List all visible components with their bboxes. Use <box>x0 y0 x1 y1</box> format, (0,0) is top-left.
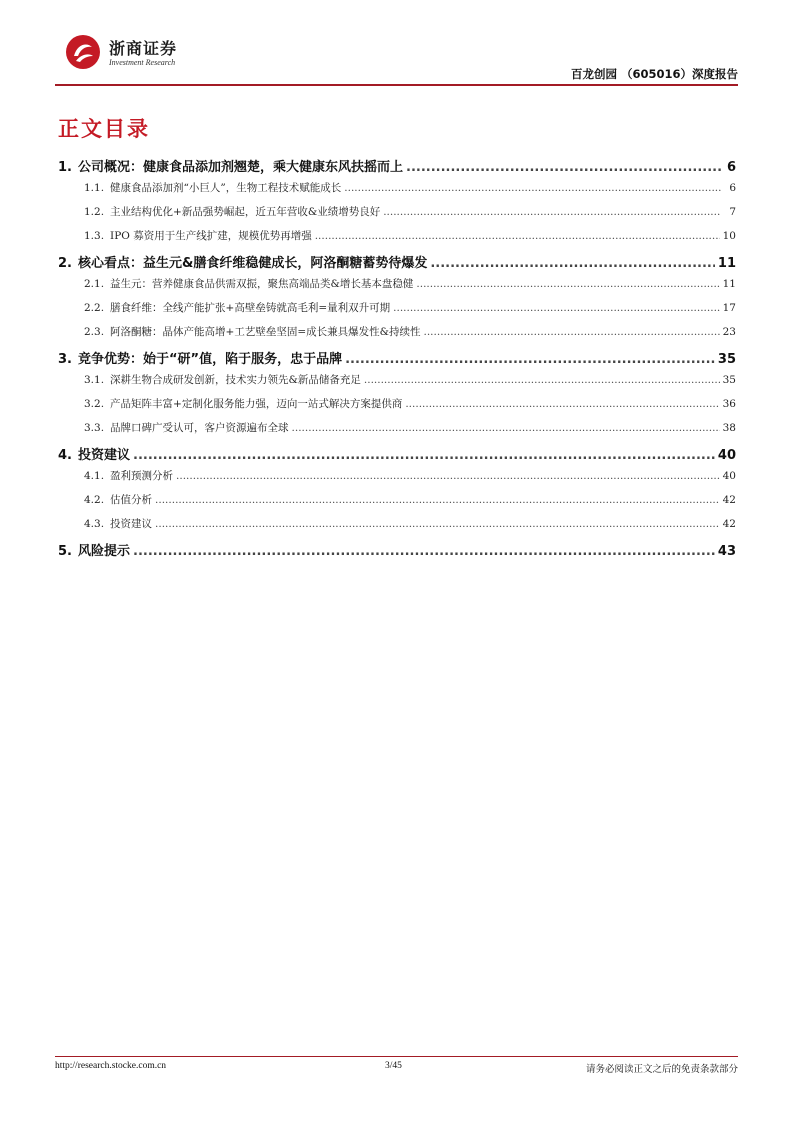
toc-entry-page: 36 <box>722 398 736 410</box>
toc-entry-number: 3.1. <box>84 374 105 386</box>
toc-leader <box>416 278 719 290</box>
toc-entry[interactable] <box>58 420 736 444</box>
toc-entry[interactable] <box>58 252 736 276</box>
zheshang-logo-icon <box>65 34 101 70</box>
toc-leader <box>344 182 721 194</box>
toc-entry-page: 7 <box>729 206 736 218</box>
toc-entry-number: 1. <box>58 160 72 175</box>
toc-entry-number: 1.3. <box>84 230 105 242</box>
toc-heading: 正文目录 <box>58 116 150 141</box>
toc-entry-text: 竞争优势：始于“研”值，陷于服务，忠于品牌 <box>77 352 343 367</box>
toc-entry-text: 盈利预测分析 <box>110 470 174 482</box>
toc-entry-text: 阿洛酮糖：晶体产能高增+工艺壁垒坚固=成长兼具爆发性&持续性 <box>110 326 421 338</box>
toc-entry-page: 17 <box>722 302 736 314</box>
toc-entry-page: 40 <box>722 470 736 482</box>
toc-entry-text: IPO 募资用于生产线扩建，规模优势再增强 <box>110 230 312 242</box>
toc-entry-number: 4.3. <box>84 518 105 530</box>
toc-entry-number: 4.1. <box>84 470 105 482</box>
toc-leader <box>133 544 715 559</box>
toc-entry-page: 23 <box>722 326 736 338</box>
toc-entry[interactable] <box>58 276 736 300</box>
footer-url-link[interactable]: http://research.stocke.com.cn <box>55 1061 167 1071</box>
toc-entry-text: 健康食品添加剂“小巨人”，生物工程技术赋能成长 <box>110 182 342 194</box>
toc-entry-page: 11 <box>722 278 736 290</box>
toc-entry[interactable] <box>58 396 736 420</box>
toc-entry-number: 3.3. <box>84 422 105 434</box>
toc-leader <box>176 470 720 482</box>
toc-leader <box>405 398 719 410</box>
toc-leader <box>424 326 720 338</box>
toc-entry[interactable] <box>58 348 736 372</box>
toc-leader <box>345 352 715 367</box>
logo-text-en: Investment Research <box>109 58 176 67</box>
toc-entry-number: 5. <box>58 544 72 559</box>
page-number: 3/45 <box>385 1061 402 1071</box>
toc-entry-number: 2.2. <box>84 302 105 314</box>
toc-entry[interactable] <box>58 324 736 348</box>
header-divider <box>55 84 738 86</box>
toc-entry[interactable] <box>58 180 736 204</box>
toc-entry-number: 1.2. <box>84 206 105 218</box>
toc-entry[interactable] <box>58 228 736 252</box>
toc-entry[interactable] <box>58 540 736 564</box>
toc-entry-text: 深耕生物合成研发创新，技术实力领先&新品储备充足 <box>110 374 361 386</box>
toc-entry-page: 10 <box>722 230 736 242</box>
toc-entry-text: 投资建议 <box>110 518 153 530</box>
toc-entry-text: 估值分析 <box>110 494 153 506</box>
toc-entry-text: 投资建议 <box>77 448 130 463</box>
toc-entry-text: 主业结构优化+新品强势崛起，近五年营收&业绩增势良好 <box>110 206 381 218</box>
toc-leader <box>155 518 720 530</box>
toc-leader <box>406 160 721 175</box>
toc-entry-page: 42 <box>722 494 736 506</box>
toc-entry-page: 43 <box>717 544 736 559</box>
toc-entry-text: 公司概况：健康食品添加剂翘楚，乘大健康东风扶摇而上 <box>77 160 403 175</box>
toc-entry[interactable] <box>58 492 736 516</box>
toc-leader <box>133 448 715 463</box>
footer-disclaimer: 请务必阅读正文之后的免责条款部分 <box>585 1064 738 1075</box>
toc-entry[interactable] <box>58 204 736 228</box>
toc-entry-number: 4. <box>58 448 72 463</box>
report-title: 百龙创园 （605016）深度报告 <box>570 67 738 81</box>
toc-entry-text: 品牌口碑广受认可，客户资源遍布全球 <box>110 422 289 434</box>
toc-entry-page: 42 <box>722 518 736 530</box>
toc-entry-text: 风险提示 <box>77 544 130 559</box>
toc-entry-page: 6 <box>726 160 736 175</box>
toc-entry-page: 6 <box>729 182 736 194</box>
toc-leader <box>364 374 720 386</box>
toc-entry-page: 35 <box>722 374 736 386</box>
toc-leader <box>292 422 720 434</box>
logo-text-cn: 浙商证券 <box>109 39 178 58</box>
footer-divider <box>55 1056 738 1057</box>
toc-entry-page: 40 <box>717 448 736 463</box>
toc-entry-number: 2. <box>58 256 72 271</box>
page-header <box>55 34 738 84</box>
toc-entry[interactable] <box>58 468 736 492</box>
toc-entry[interactable] <box>58 300 736 324</box>
toc-entry-page: 35 <box>717 352 736 367</box>
toc-entry-number: 3. <box>58 352 72 367</box>
toc-entry-number: 3.2. <box>84 398 105 410</box>
toc-entry[interactable] <box>58 444 736 468</box>
toc-entry-text: 膳食纤维：全线产能扩张+高壁垒铸就高毛利=量利双升可期 <box>110 302 391 314</box>
toc-leader <box>155 494 720 506</box>
toc-leader <box>430 256 715 271</box>
toc-entry[interactable] <box>58 516 736 540</box>
toc-leader <box>315 230 720 242</box>
toc-entry-number: 4.2. <box>84 494 105 506</box>
toc-entry-page: 11 <box>717 256 736 271</box>
toc-entry[interactable] <box>58 372 736 396</box>
toc-entry-text: 益生元：营养健康食品供需双振，聚焦高端品类&增长基本盘稳健 <box>110 278 414 290</box>
toc-entry-number: 2.1. <box>84 278 105 290</box>
table-of-contents <box>58 156 736 564</box>
toc-entry-text: 核心看点：益生元&膳食纤维稳健成长，阿洛酮糖蓄势待爆发 <box>77 256 428 271</box>
toc-leader <box>393 302 719 314</box>
toc-entry-page: 38 <box>722 422 736 434</box>
toc-entry-text: 产品矩阵丰富+定制化服务能力强，迈向一站式解决方案提供商 <box>110 398 403 410</box>
toc-entry-number: 1.1. <box>84 182 105 194</box>
toc-entry[interactable] <box>58 156 736 180</box>
toc-leader <box>383 206 721 218</box>
toc-entry-number: 2.3. <box>84 326 105 338</box>
